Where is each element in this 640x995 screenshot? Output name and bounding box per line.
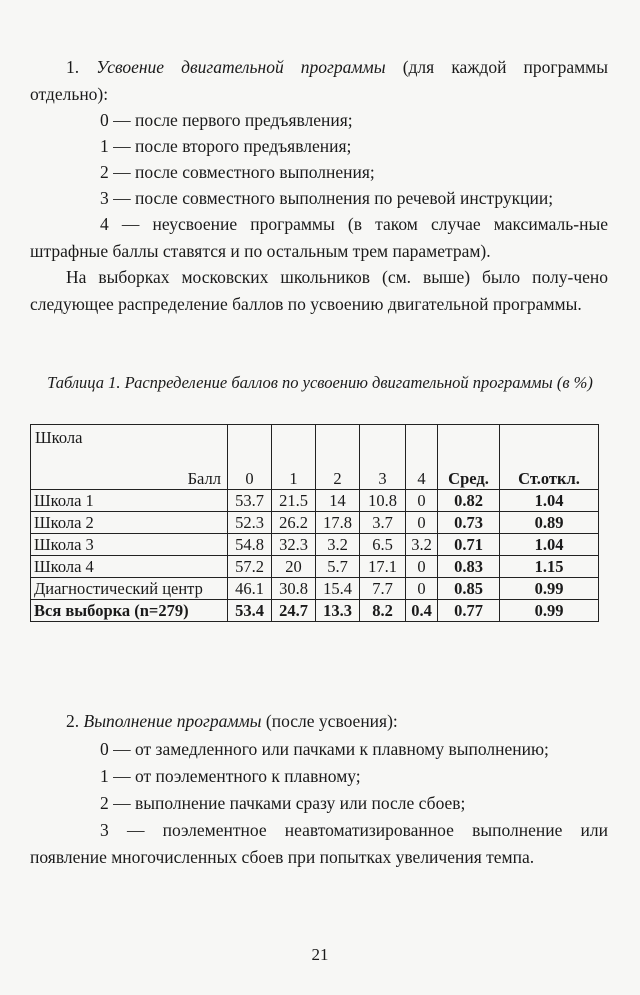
row-value: 15.4 <box>316 578 360 600</box>
table-row <box>31 512 599 534</box>
row-value: 10.8 <box>360 490 406 512</box>
list1-item-3: 3 — после совместного выполнения по речевой инструкции; <box>100 188 554 208</box>
list1-item-2: 2 — после совместного выполнения; <box>100 162 375 182</box>
list2-item-0: 0 — от замедленного или пачками к плавному выполнению; <box>100 739 549 759</box>
paragraph: На выборках московских школьников (см. выше) было полу-чено следующее распределение баллов по усвоению двигательной программы. <box>30 267 608 314</box>
list1-item-1: 1 — после второго предъявления; <box>100 136 352 156</box>
distribution-table <box>30 424 599 622</box>
row-value: 3.7 <box>360 512 406 534</box>
row-name: Школа 4 <box>31 556 228 578</box>
section2-heading <box>30 708 608 735</box>
total-value: 24.7 <box>272 600 316 622</box>
section1-heading <box>30 54 608 107</box>
row-value: 3.2 <box>406 534 438 556</box>
row-value: 3.2 <box>316 534 360 556</box>
row-value: 0 <box>406 556 438 578</box>
row-value: 54.8 <box>228 534 272 556</box>
total-value: 13.3 <box>316 600 360 622</box>
row-mean: 0.73 <box>438 512 500 534</box>
list1-item-0: 0 — после первого предъявления; <box>100 110 353 130</box>
list1-item-4: 4 — неусвоение программы (в таком случае максималь-ные штрафные баллы ставятся и по остальным трем параметрам). <box>30 214 608 261</box>
row-name: Школа 3 <box>31 534 228 556</box>
header-sd: Ст.откл. <box>500 425 599 490</box>
section1-rest: (для каждой программы отдельно): <box>30 57 609 104</box>
row-mean: 0.71 <box>438 534 500 556</box>
row-value: 52.3 <box>228 512 272 534</box>
row-value: 7.7 <box>360 578 406 600</box>
table-row <box>31 578 599 600</box>
row-name: Школа 1 <box>31 490 228 512</box>
row-sd: 1.15 <box>500 556 599 578</box>
row-sd: 1.04 <box>500 490 599 512</box>
row-value: 32.3 <box>272 534 316 556</box>
section2-title: Выполнение программы <box>83 711 262 731</box>
table-total-row <box>31 600 599 622</box>
header-score-1: 1 <box>272 425 316 490</box>
section1-number: 1. <box>66 57 80 77</box>
header-mean: Сред. <box>438 425 500 490</box>
total-value: 8.2 <box>360 600 406 622</box>
header-school-cell <box>31 425 228 490</box>
table-row <box>31 556 599 578</box>
table-header-row <box>31 425 599 490</box>
section2-rest: (после усвоения): <box>261 711 398 731</box>
row-name: Диагностический центр <box>31 578 228 600</box>
row-value: 5.7 <box>316 556 360 578</box>
row-value: 53.7 <box>228 490 272 512</box>
section2-number: 2. <box>66 711 80 731</box>
row-value: 0 <box>406 578 438 600</box>
header-score-0: 0 <box>228 425 272 490</box>
row-name: Школа 2 <box>31 512 228 534</box>
list2-item-1: 1 — от поэлементного к плавному; <box>100 766 361 786</box>
row-value: 26.2 <box>272 512 316 534</box>
header-score-4: 4 <box>406 425 438 490</box>
header-score-3: 3 <box>360 425 406 490</box>
row-mean: 0.85 <box>438 578 500 600</box>
row-value: 0 <box>406 490 438 512</box>
total-name: Вся выборка (n=279) <box>31 600 228 622</box>
row-sd: 0.89 <box>500 512 599 534</box>
row-value: 20 <box>272 556 316 578</box>
row-value: 30.8 <box>272 578 316 600</box>
row-sd: 1.04 <box>500 534 599 556</box>
total-sd: 0.99 <box>500 600 599 622</box>
row-mean: 0.83 <box>438 556 500 578</box>
row-sd: 0.99 <box>500 578 599 600</box>
header-score-2: 2 <box>316 425 360 490</box>
row-value: 6.5 <box>360 534 406 556</box>
table-row <box>31 534 599 556</box>
row-value: 57.2 <box>228 556 272 578</box>
list2-item-3: 3 — поэлементное неавтоматизированное выполнение или появление многочисленных сбоев при попытках увеличения темпа. <box>30 820 608 867</box>
row-value: 21.5 <box>272 490 316 512</box>
row-mean: 0.82 <box>438 490 500 512</box>
list2-item-2: 2 — выполнение пачками сразу или после сбоев; <box>100 793 466 813</box>
row-value: 46.1 <box>228 578 272 600</box>
row-value: 0 <box>406 512 438 534</box>
section1-title: Усвоение двигательной программы <box>96 57 386 77</box>
header-school: Школа <box>35 428 83 447</box>
total-value: 0.4 <box>406 600 438 622</box>
total-value: 53.4 <box>228 600 272 622</box>
header-score: Балл <box>187 469 221 488</box>
row-value: 17.8 <box>316 512 360 534</box>
row-value: 14 <box>316 490 360 512</box>
row-value: 17.1 <box>360 556 406 578</box>
table-row <box>31 490 599 512</box>
table-caption: Таблица 1. Распределение баллов по усвоению двигательной программы (в %) <box>47 373 593 392</box>
page-number: 21 <box>311 945 329 964</box>
total-mean: 0.77 <box>438 600 500 622</box>
